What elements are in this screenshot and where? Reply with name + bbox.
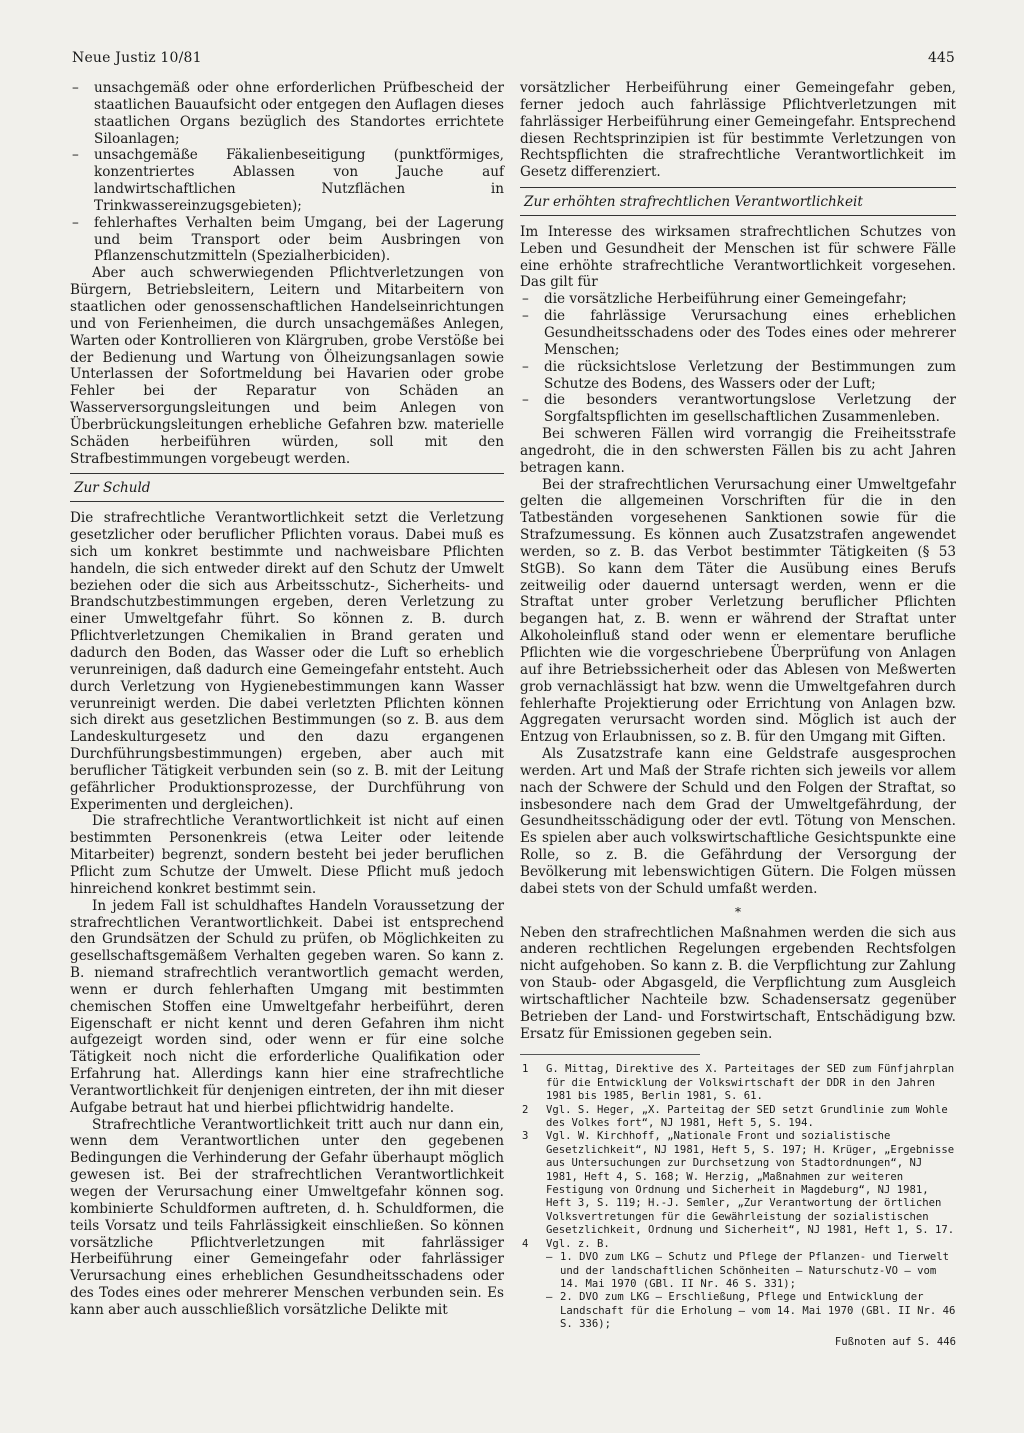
list-item: – die besonders verantwortungslose Verletzung der Sorgfaltspflichten im gesellschaftlichen Zusammenleben. [520, 392, 956, 426]
paragraph: Aber auch schwerwiegenden Pflichtverletzungen von Bürgern, Betriebsleitern, Leitern und Mitarbeitern von staatlichen oder genossenschaftlichen Handelseinrichtungen und von Ferienheimen, die durch unsachgemäßes Anlegen, Warten oder Kontrollieren von Klärgruben, grobe Verstöße bei der Bedienung und Wartung von Ölheizungsanlagen sowie Unterlassen der Sofortmeldung bei Havarien oder grobe Fehler bei der Reparatur von Schäden an Wasserversorgungsleitungen und beim Anlegen von Überbrückungsleitungen erhebliche Gefahren bzw. materielle Schäden herbeiführen würden, soll mit den Strafbestimmungen vorgebeugt werden. [70, 265, 504, 467]
section-divider [70, 501, 504, 502]
section-heading-schuld: Zur Schuld [74, 480, 151, 497]
footnotes [520, 1063, 956, 1349]
footnote-divider [520, 1054, 700, 1055]
list-item: – unsachgemäß oder ohne erforderlichen Prüfbescheid der staatlichen Bauaufsicht oder entgegen den Auflagen dieses staatlichen Organs bezüglich des Standortes errichtete Siloanlagen; [70, 80, 504, 147]
footnote-continuation: Fußnoten auf S. 446 [834, 1335, 956, 1348]
footnote-text: Vgl. W. Kirchhoff, „Nationale Front und sozialistische Gesetzlichkeit“, NJ 1981, Heft 5, S. 197; H. Krüger, „Ergebnisse aus Untersuchungen zur Durchsetzung von Stadtordnungen“, NJ 1981, Heft 4, S. 168; W. Herzig, „Maßnahmen zur weiteren Festigung von Ordnung und Sicherheit in Magdeburg“, NJ 1981, Heft 3, S. 119; H.-J. Semler, „Zur Verantwortung der örtlichen Volksvertretungen für die Gewährleistung der sozialistischen Gesetzlichkeit, Ordnung und Sicherheit“, NJ 1981, Heft 1, S. 17. [546, 1130, 955, 1237]
page-number: 445 [928, 50, 955, 66]
list-item: – die rücksichtslose Verletzung der Bestimmungen zum Schutze des Bodens, des Wassers oder der Luft; [520, 359, 956, 393]
footnote-subitem: – 1. DVO zum LKG – Schutz und Pflege der Pflanzen- und Tierwelt und der landschaftlichen Schönheiten – Naturschutz-VO – vom 14. Mai 1970 (GBl. II Nr. 46 S. 331); [546, 1251, 956, 1291]
footnote [520, 1130, 956, 1237]
paragraph: vorsätzlicher Herbeiführung einer Gemeingefahr geben, ferner jedoch auch fahrlässige Pflichtverletzungen mit fahrlässiger Herbeiführung einer Gemeingefahr. Entsprechend diesen Rechtsprinzipien ist für bestimmte Verletzungen von Rechtspflichten die strafrechtliche Verantwortlichkeit im Gesetz differenziert. [520, 80, 956, 181]
paragraph: Im Interesse des wirksamen strafrechtlichen Schutzes von Leben und Gesundheit der Menschen ist für schwere Fälle eine erhöhte strafrechtliche Verantwortlichkeit vorgesehen. Das gilt für [520, 223, 956, 291]
list-item: – unsachgemäße Fäkalienbeseitigung (punktförmiges, konzentriertes Ablassen von Jauche auf landwirtschaftlichen Nutzflächen in Trinkwassereinzugsgebieten); [70, 147, 504, 214]
footnote-text: G. Mittag, Direktive des X. Parteitages der SED zum Fünfjahrplan für die Entwicklung der Volkswirtschaft der DDR in den Jahren 1981 bis 1985, Berlin 1981, S. 61. [546, 1063, 955, 1103]
footnote-text: Vgl. S. Heger, „X. Parteitag der SED setzt Grundlinie zum Wohle des Volkes fort“, NJ 1981, Heft 5, S. 194. [546, 1103, 948, 1130]
pollution-list [70, 80, 504, 265]
footnote [520, 1063, 956, 1103]
footnote-text: Vgl. z. B. [546, 1237, 610, 1250]
list-item: – die fahrlässige Verursachung eines erheblichen Gesundheitsschadens oder des Todes eines oder mehrerer Menschen; [520, 308, 956, 359]
paragraph: Als Zusatzstrafe kann eine Geldstrafe ausgesprochen werden. Art und Maß der Strafe richten sich jeweils vor allem nach der Schwere der Schuld und den Folgen der Straftat, so insbesondere nach dem Grad der Umweltgefährdung, der Gesundheitsschädigung oder der evtl. Tötung von Menschen. Es spielen aber auch volkswirtschaftliche Gesichtspunkte eine Rolle, so z. B. die Gefährdung der Versorgung der Bevölkerung mit lebenswichtigen Gütern. Die Folgen müssen dabei stets von der Schuld umfaßt werden. [520, 746, 956, 897]
paragraph: Die strafrechtliche Verantwortlichkeit ist nicht auf einen bestimmten Personenkreis (etwa Leiter oder leitende Mitarbeiter) begrenzt, sondern besteht bei jeder beruflichen Pflicht zum Schutze der Umwelt. Diese Pflicht muß jedoch hinreichend konkret bestimmt sein. [70, 813, 504, 897]
section-heading-erhoehte: Zur erhöhten strafrechtlichen Verantwortlichkeit [524, 194, 863, 211]
section-divider [520, 187, 956, 188]
section-separator-asterisk: * [735, 904, 741, 919]
left-column [70, 80, 504, 1319]
footnote-subitem: – 2. DVO zum LKG – Erschließung, Pflege und Entwicklung der Landschaft für die Erholung – vom 14. Mai 1970 (GBl. II Nr. 46 S. 336); [546, 1291, 956, 1331]
footnote-number: 4 [522, 1237, 529, 1250]
paragraph: Bei der strafrechtlichen Verursachung einer Umweltgefahr gelten die allgemeinen Vorschriften für die in den Tatbeständen vorgesehenen Sanktionen sowie für die Strafzumessung. Es können auch Zusatzstrafen angewendet werden, so z. B. das Verbot bestimmter Tätigkeiten (§ 53 StGB). So kann dem Täter die Ausübung eines Berufs zeitweilig oder dauernd untersagt werden, wenn er die Straftat unter grober Verletzung beruflicher Pflichten begangen hat, z. B. wenn er während der Straftat unter Alkoholeinfluß stand oder wenn er elementare berufliche Pflichten wie die vorgeschriebene Überprüfung von Anlagen auf ihre Betriebssicherheit oder das Ablesen von Meßwerten grob vernachlässigt hat bzw. wenn die Umweltgefahren durch fehlerhafte Projektierung oder Errichtung von Anlagen bzw. Aggregaten verursacht worden sind. Möglich ist auch der Entzug von Erlaubnissen, so z. B. für den Umgang mit Giften. [520, 476, 956, 746]
journal-title: Neue Justiz 10/81 [72, 50, 202, 66]
paragraph: Strafrechtliche Verantwortlichkeit tritt auch nur dann ein, wenn dem Verantwortlichen unter den gegebenen Bedingungen die Verhinderung der Gefahr überhaupt möglich gewesen ist. Bei der strafrechtlichen Verantwortlichkeit wegen der Verursachung einer Umweltgefahr können sog. kombinierte Schuldformen auftreten, d. h. Schuldformen, die teils Vorsatz und teils Fahrlässigkeit einschließen. So können vorsätzliche Pflichtverletzungen mit fahrlässiger Herbeiführung einer Gemeingefahr oder fahrlässiger Verursachung eines erheblichen Gesundheitsschadens oder des Todes eines oder mehrerer Menschen verbunden sein. Es kann aber auch ausschließlich vorsätzliche Delikte mit [70, 1116, 504, 1318]
footnote-number: 2 [522, 1103, 529, 1116]
section-divider [520, 215, 956, 216]
paragraph: Neben den strafrechtlichen Maßnahmen werden die sich aus anderen rechtlichen Regelungen ergebenden Rechtsfolgen nicht aufgehoben. So kann z. B. die Verpflichtung zur Zahlung von Staub- oder Abgasgeld, die Verpflichtung zum Ausgleich wirtschaftlicher Nachteile bzw. Schadensersatz gegenüber Betrieben der Land- und Forstwirtschaft, Entschädigung bzw. Ersatz für Emissionen gegeben sein. [520, 924, 956, 1042]
paragraph: In jedem Fall ist schuldhaftes Handeln Voraussetzung der strafrechtlichen Verantwortlichkeit. Dabei ist entsprechend den Grundsätzen der Schuld zu prüfen, ob Möglichkeiten zu gesellschaftsgemäßem Verhalten gegeben waren. So kann z. B. niemand strafrechtlich verantwortlich gemacht werden, wenn er durch fehlerhaften Umgang mit bestimmten chemischen Stoffen eine Umweltgefahr herbeiführt, deren Eigenschaft er nicht kennt und deren Gefahren ihm nicht aufgezeigt worden sind, oder wenn er für eine solche Tätigkeit noch nicht die erforderliche Qualifikation oder Erfahrung hat. Allerdings kann hier eine strafrechtliche Verantwortlichkeit für denjenigen eintreten, der ihn mit dieser Aufgabe betraut hat und hierbei pflichtwidrig handelte. [70, 897, 504, 1116]
footnote-number: 3 [522, 1130, 529, 1143]
footnote [520, 1104, 956, 1131]
list-item: – fehlerhaftes Verhalten beim Umgang, bei der Lagerung und beim Transport oder beim Ausbringen von Pflanzenschutzmitteln (Spezialherbiciden). [70, 215, 504, 266]
footnote [520, 1238, 956, 1332]
footnote-number: 1 [522, 1063, 529, 1076]
liability-list [520, 291, 956, 426]
right-column [520, 80, 956, 1349]
paragraph: Bei schweren Fällen wird vorrangig die Freiheitsstrafe angedroht, die in den schwersten Fällen bis zu acht Jahren betragen kann. [520, 426, 956, 476]
paragraph: Die strafrechtliche Verantwortlichkeit setzt die Verletzung gesetzlicher oder beruflicher Pflichten voraus. Dabei muß es sich um konkret bestimmte und nachweisbare Pflichten handeln, die sich entweder direkt auf den Schutz der Umwelt beziehen oder die sich aus Arbeitsschutz-, Sicherheits- und Brandschutzbestimmungen ergeben, deren Verletzung zu einer Umweltgefahr führt. So können z. B. durch Pflichtverletzungen Chemikalien in Brand geraten und dadurch den Boden, das Wasser oder die Luft so erheblich verunreinigen, daß dadurch eine Gemeingefahr entsteht. Auch durch Verletzung von Hygienebestimmungen kann Wasser verunreinigt werden. Die dabei verletzten Pflichten können sich direkt aus gesetzlichen Bestimmungen (so z. B. aus dem Landeskulturgesetz und den dazu ergangenen Durchführungsbestimmungen) ergeben, aber auch mit beruflicher Tätigkeit verbunden sein (so z. B. mit der Leitung gefährlicher Produktionsprozesse, der Durchführung von Experimenten und dergleichen). [70, 510, 504, 813]
section-divider [70, 473, 504, 474]
list-item: – die vorsätzliche Herbeiführung einer Gemeingefahr; [520, 291, 956, 308]
